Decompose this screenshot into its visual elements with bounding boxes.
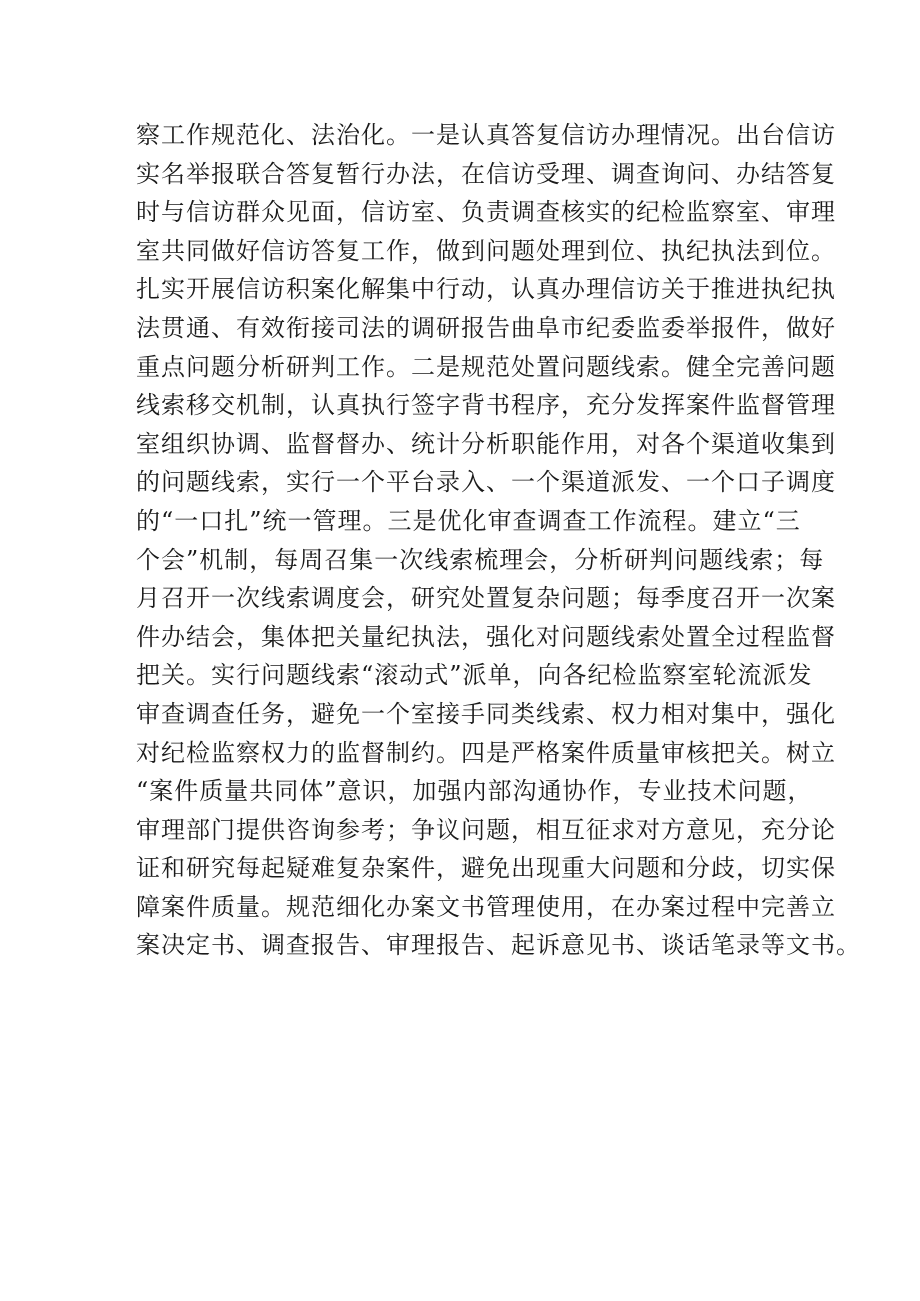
text-line: 件办结会，集体把关量纪执法，强化对问题线索处置全过程监督 — [136, 622, 836, 651]
text-line: 个会”机制，每周召集一次线索梳理会，分析研判问题线索；每 — [136, 545, 825, 574]
text-line: 室共同做好信访答复工作，做到问题处理到位、执纪执法到位。 — [136, 236, 836, 265]
body-paragraph — [136, 116, 861, 965]
text-line: 时与信访群众见面，信访室、负责调查核实的纪检监察室、审理 — [136, 198, 836, 227]
text-line: 审查调查任务，避免一个室接手同类线索、权力相对集中，强化 — [136, 699, 836, 728]
text-line: 线索移交机制，认真执行签字背书程序，充分发挥案件监督管理 — [136, 391, 836, 420]
text-line: 实名举报联合答复暂行办法，在信访受理、调查询问、办结答复 — [136, 159, 836, 188]
text-line: 重点问题分析研判工作。二是规范处置问题线索。健全完善问题 — [136, 352, 836, 381]
text-line: 室组织协调、监督督办、统计分析职能作用，对各个渠道收集到 — [136, 429, 836, 458]
text-line: 的“一口扎”统一管理。三是优化审查调查工作流程。建立“三 — [136, 506, 801, 535]
text-line: “案件质量共同体”意识，加强内部沟通协作，专业技术问题， — [136, 777, 813, 806]
text-line: 月召开一次线索调度会，研究处置复杂问题；每季度召开一次案 — [136, 584, 836, 613]
text-line: 察工作规范化、法治化。一是认真答复信访办理情况。出台信访 — [136, 121, 836, 149]
text-line: 对纪检监察权力的监督制约。四是严格案件质量审核把关。树立 — [136, 738, 836, 767]
text-line: 法贯通、有效衔接司法的调研报告曲阜市纪委监委举报件，做好 — [136, 313, 836, 342]
text-line: 审理部门提供咨询参考；争议问题，相互征求对方意见，充分论 — [136, 815, 836, 844]
text-line: 把关。实行问题线索“滚动式”派单，向各纪检监察室轮流派发 — [136, 661, 813, 690]
text-line: 的问题线索，实行一个平台录入、一个渠道派发、一个口子调度 — [136, 468, 836, 497]
text-line: 扎实开展信访积案化解集中行动，认真办理信访关于推进执纪执 — [136, 275, 836, 304]
text-line: 障案件质量。规范细化办案文书管理使用，在办案过程中完善立 — [136, 892, 836, 921]
text-line: 证和研究每起疑难复杂案件，避免出现重大问题和分歧，切实保 — [136, 854, 836, 883]
text-line: 案决定书、调查报告、审理报告、起诉意见书、谈话笔录等文书。 — [136, 931, 861, 960]
